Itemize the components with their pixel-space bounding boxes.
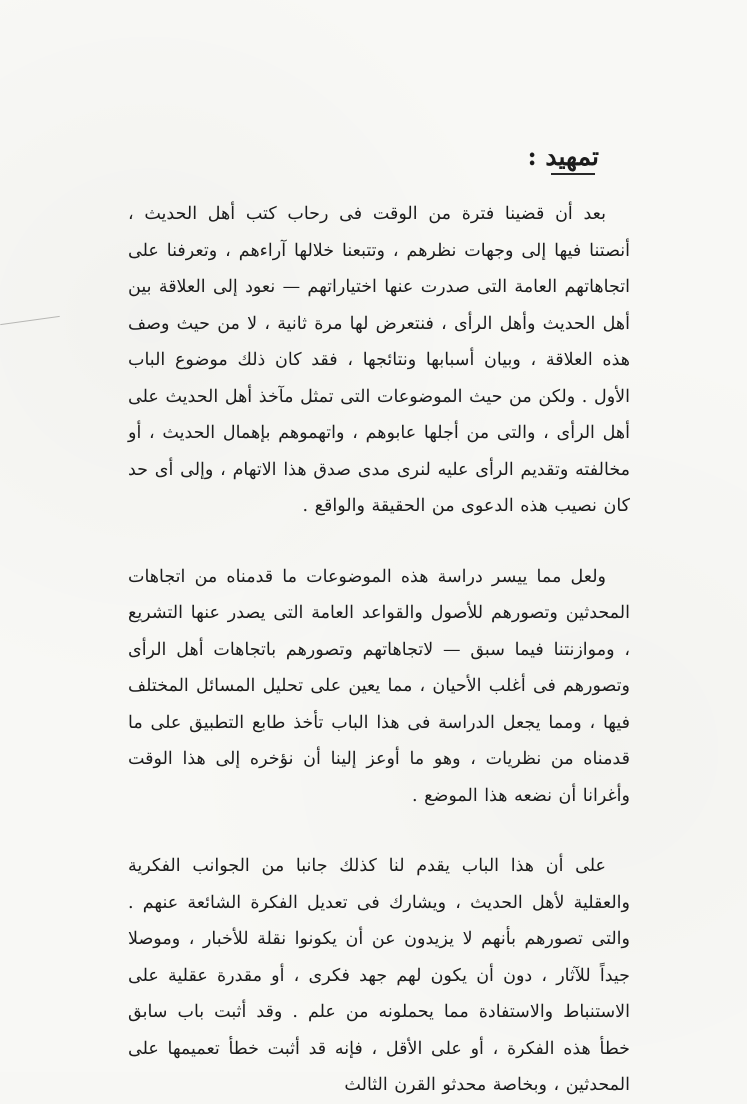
- heading-underline: [551, 173, 595, 175]
- scan-artifact-line: [0, 316, 60, 325]
- section-heading: تمهيد :: [527, 142, 599, 171]
- body-text: [128, 196, 630, 1104]
- paragraph-3: على أن هذا الباب يقدم لنا كذلك جانبا من الجوانب الفكرية والعقلية لأهل الحديث ، ويشارك فى تعديل الفكرة الشائعة عنهم . والتى تصورهم بأنهم لا يزيدون عن أن يكونوا نقلة للأخبار ، وموصلا جيداً للآثار ، دون أن يكون لهم جهد فكرى ، أو مقدرة عقلية على الاستنباط والاستفادة مما يحملونه من علم . وقد أثبت باب سابق خطأ هذه الفكرة ، أو على الأقل ، فإنه قد أثبت خطأ تعميمها على المحدثين ، وبخاصة محدثو القرن الثالث: [128, 856, 630, 1095]
- paragraph-1: بعد أن قضينا فترة من الوقت فى رحاب كتب أهل الحديث ، أنصتنا فيها إلى وجهات نظرهم ، وتتبعنا خلالها آراءهم ، وتعرفنا على اتجاهاتهم العامة التى صدرت عنها اختياراتهم — نعود إلى العلاقة بين أهل الحديث وأهل الرأى ، فنتعرض لها مرة ثانية ، لا من حيث وصف هذه العلاقة ، وبيان أسبابها ونتائجها ، فقد كان ذلك موضوع الباب الأول . ولكن من حيث الموضوعات التى تمثل مآخذ أهل الحديث على أهل الرأى ، والتى من أجلها عابوهم ، واتهموهم بإهمال الحديث ، أو مخالفته وتقديم الرأى عليه لنرى مدى صدق هذا الاتهام ، وإلى أى حد كان نصيب هذه الدعوى من الحقيقة والواقع .: [128, 204, 630, 516]
- paragraph-2: ولعل مما ييسر دراسة هذه الموضوعات ما قدمناه من اتجاهات المحدثين وتصورهم للأصول والقواعد العامة التى يصدر عنها التشريع ، وموازنتنا فيما سبق — لاتجاهاتهم وتصورهم باتجاهات أهل الرأى وتصورهم فى أغلب الأحيان ، مما يعين على تحليل المسائل المختلف فيها ، ومما يجعل الدراسة فى هذا الباب تأخذ طابع التطبيق على ما قدمناه من نظريات ، وهو ما أوعز إلينا أن نؤخره إلى هذا الوقت وأغرانا أن نضعه هذا الموضع .: [128, 566, 630, 806]
